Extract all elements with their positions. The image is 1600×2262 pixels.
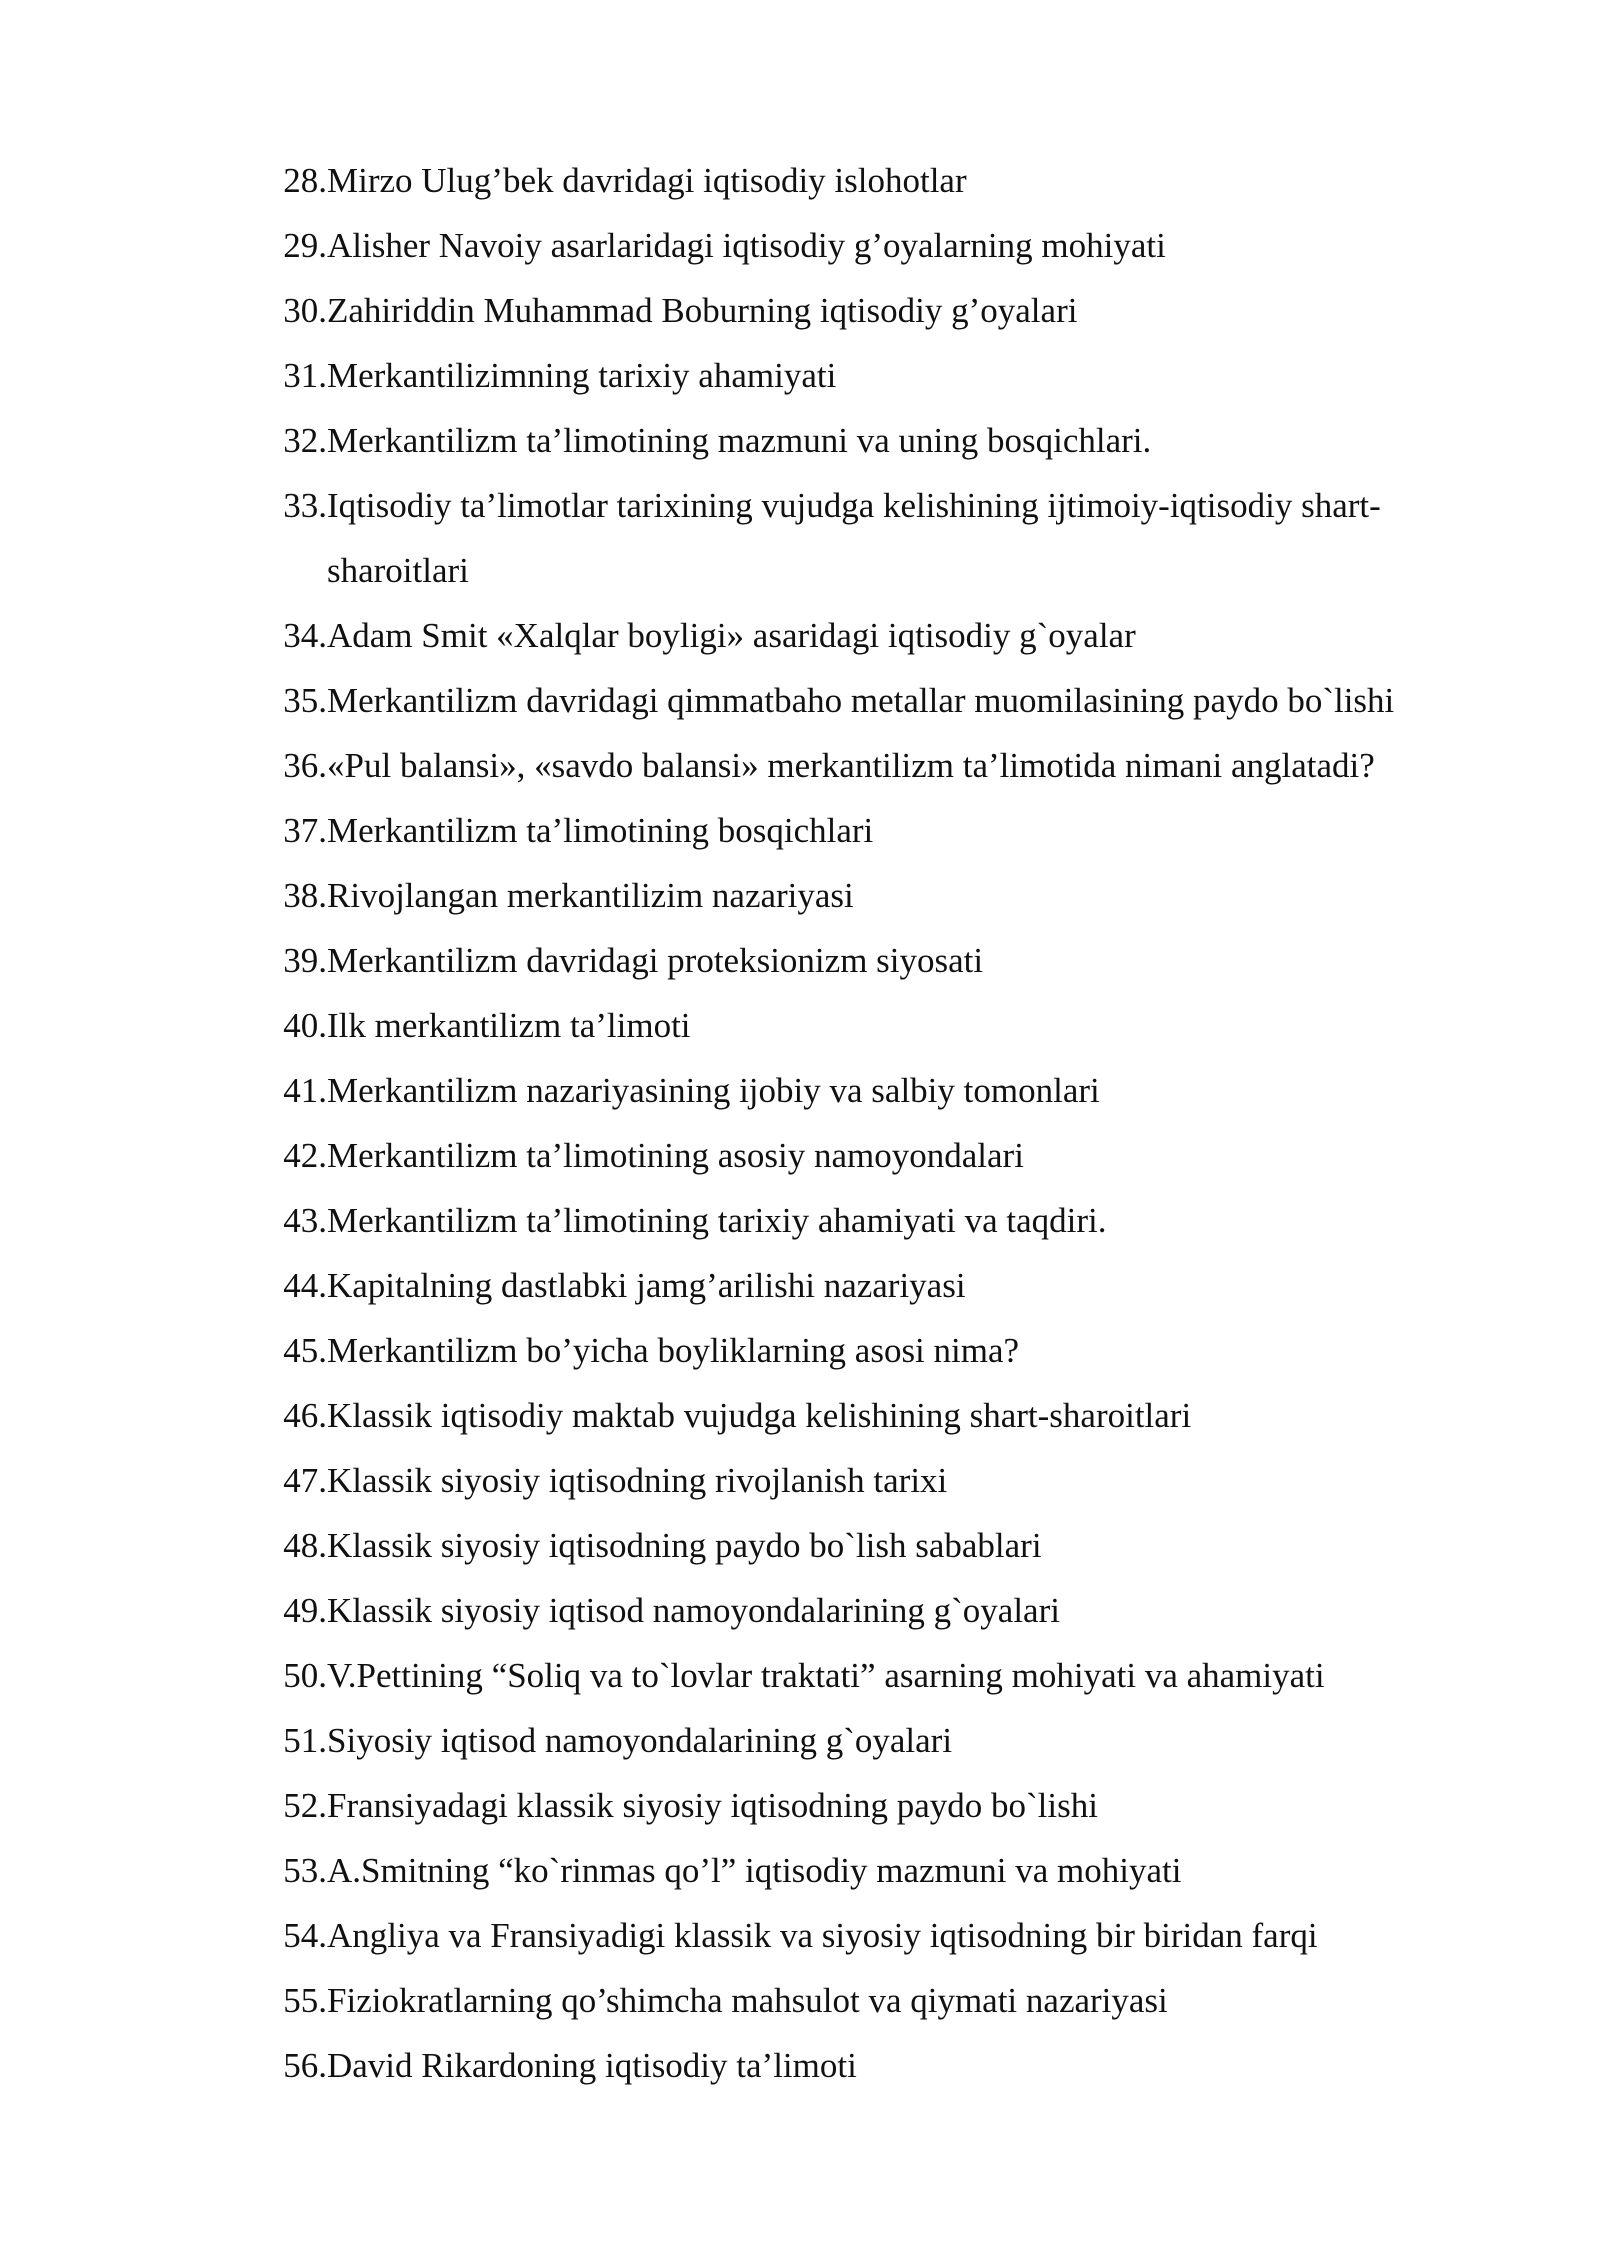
list-item-text: David Rikardoning iqtisodiy ta’limoti (327, 2046, 857, 2085)
list-item-number: 45. (283, 1331, 327, 1370)
list-item-text: Kapitalning dastlabki jamg’arilishi nazariyasi (327, 1266, 966, 1305)
list-item-number: 55. (283, 1981, 327, 2020)
list-item (0, 1058, 1600, 1123)
list-item (0, 1383, 1600, 1448)
list-item (0, 1708, 1600, 1773)
list-item-text: Merkantilizm bo’yicha boyliklarning asosi nima? (327, 1331, 1020, 1370)
list-item-number: 44. (283, 1266, 327, 1305)
list-item (0, 798, 1600, 863)
list-item (0, 1773, 1600, 1838)
list-item (0, 213, 1600, 278)
list-item-number: 30. (283, 291, 327, 330)
list-item (0, 1253, 1600, 1318)
list-item-text: Klassik iqtisodiy maktab vujudga kelishining shart-sharoitlari (327, 1396, 1192, 1435)
list-item-number: 40. (283, 1006, 327, 1045)
list-item-text: Rivojlangan merkantilizim nazariyasi (327, 876, 854, 915)
list-item (0, 668, 1600, 733)
list-item-number: 34. (283, 616, 327, 655)
list-item-number: 47. (283, 1461, 327, 1500)
list-item-text: Zahiriddin Muhammad Boburning iqtisodiy g’oyalari (327, 291, 1078, 330)
list-item (0, 928, 1600, 993)
list-item (0, 1643, 1600, 1708)
list-item-text: Klassik siyosiy iqtisod namoyondalarining g`oyalari (327, 1591, 1060, 1630)
list-item-text: Klassik siyosiy iqtisodning paydo bo`lish sabablari (327, 1526, 1042, 1565)
list-item-text: Fransiyadagi klassik siyosiy iqtisodning paydo bo`lishi (327, 1786, 1098, 1825)
list-item-text: Ilk merkantilizm ta’limoti (327, 1006, 691, 1045)
list-item-number: 54. (283, 1916, 327, 1955)
list-item (0, 473, 1600, 603)
list-item-number: 41. (283, 1071, 327, 1110)
list-item (0, 733, 1600, 798)
list-item-text: Klassik siyosiy iqtisodning rivojlanish tarixi (327, 1461, 948, 1500)
list-item-text: Merkantilizm davridagi qimmatbaho metallar muomilasining paydo bo`lishi (327, 681, 1395, 720)
list-item-number: 38. (283, 876, 327, 915)
list-item (0, 2033, 1600, 2098)
list-item (0, 1903, 1600, 1968)
list-item-number: 49. (283, 1591, 327, 1630)
list-item-number: 33. (283, 486, 327, 525)
list-item (0, 1838, 1600, 1903)
list-item-text: Merkantilizm ta’limotining bosqichlari (327, 811, 874, 850)
list-item-number: 29. (283, 226, 327, 265)
list-item-text: V.Pettining “Soliq va to`lovlar traktati” asarning mohiyati va ahamiyati (327, 1656, 1325, 1695)
list-item-text: Merkantilizm nazariyasining ijobiy va salbiy tomonlari (327, 1071, 1100, 1110)
list-item-number: 39. (283, 941, 327, 980)
topic-list (0, 148, 1600, 2098)
list-item-text: «Pul balansi», «savdo balansi» merkantilizm ta’limotida nimani anglatadi? (327, 746, 1375, 785)
list-item-text: Mirzo Ulug’bek davridagi iqtisodiy islohotlar (327, 161, 967, 200)
list-item-number: 31. (283, 356, 327, 395)
list-item (0, 603, 1600, 668)
list-item-number: 56. (283, 2046, 327, 2085)
list-item-text: Merkantilizm davridagi proteksionizm siyosati (327, 941, 984, 980)
list-item-number: 28. (283, 161, 327, 200)
list-item (0, 863, 1600, 928)
list-item-text: Merkantilizm ta’limotining mazmuni va uning bosqichlari. (327, 421, 1152, 460)
list-item-number: 36. (283, 746, 327, 785)
list-item-number: 37. (283, 811, 327, 850)
list-item-number: 50. (283, 1656, 327, 1695)
list-item (0, 993, 1600, 1058)
list-item-text: A.Smitning “ko`rinmas qo’l” iqtisodiy mazmuni va mohiyati (327, 1851, 1182, 1890)
list-item-text: Siyosiy iqtisod namoyondalarining g`oyalari (327, 1721, 953, 1760)
list-item-text: Iqtisodiy ta’limotlar tarixining vujudga kelishining ijtimoiy-iqtisodiy shart-sharoitlari (327, 486, 1381, 590)
list-item (0, 148, 1600, 213)
list-item-number: 51. (283, 1721, 327, 1760)
list-item (0, 408, 1600, 473)
list-item (0, 1968, 1600, 2033)
list-item-number: 48. (283, 1526, 327, 1565)
list-item-text: Alisher Navoiy asarlaridagi iqtisodiy g’oyalarning mohiyati (327, 226, 1166, 265)
list-item-number: 46. (283, 1396, 327, 1435)
list-item-text: Merkantilizimning tarixiy ahamiyati (327, 356, 837, 395)
list-item (0, 1578, 1600, 1643)
list-item-number: 35. (283, 681, 327, 720)
list-item-text: Merkantilizm ta’limotining tarixiy ahamiyati va taqdiri. (327, 1201, 1107, 1240)
list-item-number: 52. (283, 1786, 327, 1825)
list-item-number: 32. (283, 421, 327, 460)
list-item-number: 42. (283, 1136, 327, 1175)
list-item (0, 1318, 1600, 1383)
list-item-text: Fiziokratlarning qo’shimcha mahsulot va qiymati nazariyasi (327, 1981, 1168, 2020)
list-item (0, 1448, 1600, 1513)
list-item (0, 1188, 1600, 1253)
list-item-text: Merkantilizm ta’limotining asosiy namoyondalari (327, 1136, 1024, 1175)
list-item-number: 53. (283, 1851, 327, 1890)
list-item-number: 43. (283, 1201, 327, 1240)
list-item-text: Angliya va Fransiyadigi klassik va siyosiy iqtisodning bir biridan farqi (327, 1916, 1318, 1955)
list-item-text: Adam Smit «Xalqlar boyligi» asaridagi iqtisodiy g`oyalar (327, 616, 1136, 655)
list-item (0, 343, 1600, 408)
list-item (0, 1123, 1600, 1188)
list-item (0, 1513, 1600, 1578)
list-item (0, 278, 1600, 343)
